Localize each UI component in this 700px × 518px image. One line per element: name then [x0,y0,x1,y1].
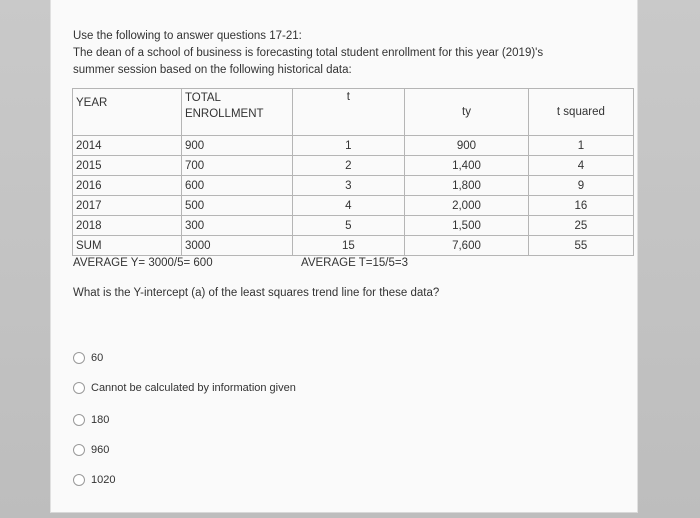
cell-t: 4 [292,196,405,216]
answer-option[interactable] [73,414,109,426]
cell-year: 2014 [73,136,182,156]
intro-line-1: Use the following to answer questions 17-21: [73,30,302,42]
cell-ty: 900 [405,136,529,156]
answer-option[interactable] [73,444,109,456]
cell-ty: 2,000 [405,196,529,216]
radio-button-icon[interactable] [73,414,85,426]
radio-button-icon[interactable] [73,352,85,364]
header-enrollment [181,89,292,136]
table-header-row [73,89,634,136]
cell-enrollment: 700 [181,156,292,176]
answer-option[interactable] [73,382,296,394]
intro-line-2: The dean of a school of business is forecasting total student enrollment for this year (2019)'s [73,47,544,59]
cell-ty: 1,400 [405,156,529,176]
cell-t-squared: 1 [528,136,633,156]
cell-t-squared: 55 [528,236,633,256]
answer-option[interactable] [73,474,115,486]
question-intro [73,28,543,79]
cell-enrollment: 500 [181,196,292,216]
table-row [73,176,634,196]
question-card [50,0,638,513]
header-enrollment-line1: TOTAL [184,92,221,104]
header-year: YEAR [73,89,182,136]
cell-enrollment: 3000 [181,236,292,256]
cell-t: 1 [292,136,405,156]
cell-t: 3 [292,176,405,196]
cell-t-squared: 4 [528,156,633,176]
question-text: What is the Y-intercept (a) of the least squares trend line for these data? [73,287,440,299]
table-row [73,216,634,236]
cell-t-squared: 25 [528,216,633,236]
cell-enrollment: 300 [181,216,292,236]
average-t: AVERAGE T=15/5=3 [301,257,408,269]
answer-option[interactable] [73,352,103,364]
cell-year: 2017 [73,196,182,216]
radio-button-icon[interactable] [73,382,85,394]
cell-year: 2015 [73,156,182,176]
option-label: 960 [91,444,110,456]
cell-t: 2 [292,156,405,176]
cell-year: 2016 [73,176,182,196]
cell-t: 5 [292,216,405,236]
radio-button-icon[interactable] [73,444,85,456]
cell-enrollment: 600 [181,176,292,196]
cell-ty: 7,600 [405,236,529,256]
table-row [73,136,634,156]
option-label: 1020 [91,474,116,486]
averages-line [73,257,408,269]
header-t-squared: t squared [528,89,633,136]
cell-year: 2018 [73,216,182,236]
option-label: 60 [91,352,104,364]
cell-enrollment: 900 [181,136,292,156]
header-ty: ty [405,89,529,136]
table-row [73,156,634,176]
intro-line-3: summer session based on the following historical data: [73,64,352,76]
table-row [73,196,634,216]
cell-t: 15 [292,236,405,256]
option-label: 180 [91,414,110,426]
radio-button-icon[interactable] [73,474,85,486]
cell-t-squared: 16 [528,196,633,216]
average-y: AVERAGE Y= 3000/5= 600 [73,257,213,269]
cell-year: SUM [73,236,182,256]
header-t: t [292,89,405,136]
header-enrollment-line2: ENROLLMENT [184,108,264,120]
historical-data-table [72,88,634,256]
cell-t-squared: 9 [528,176,633,196]
option-label: Cannot be calculated by information given [91,382,296,394]
cell-ty: 1,500 [405,216,529,236]
cell-ty: 1,800 [405,176,529,196]
table-sum-row [73,236,634,256]
